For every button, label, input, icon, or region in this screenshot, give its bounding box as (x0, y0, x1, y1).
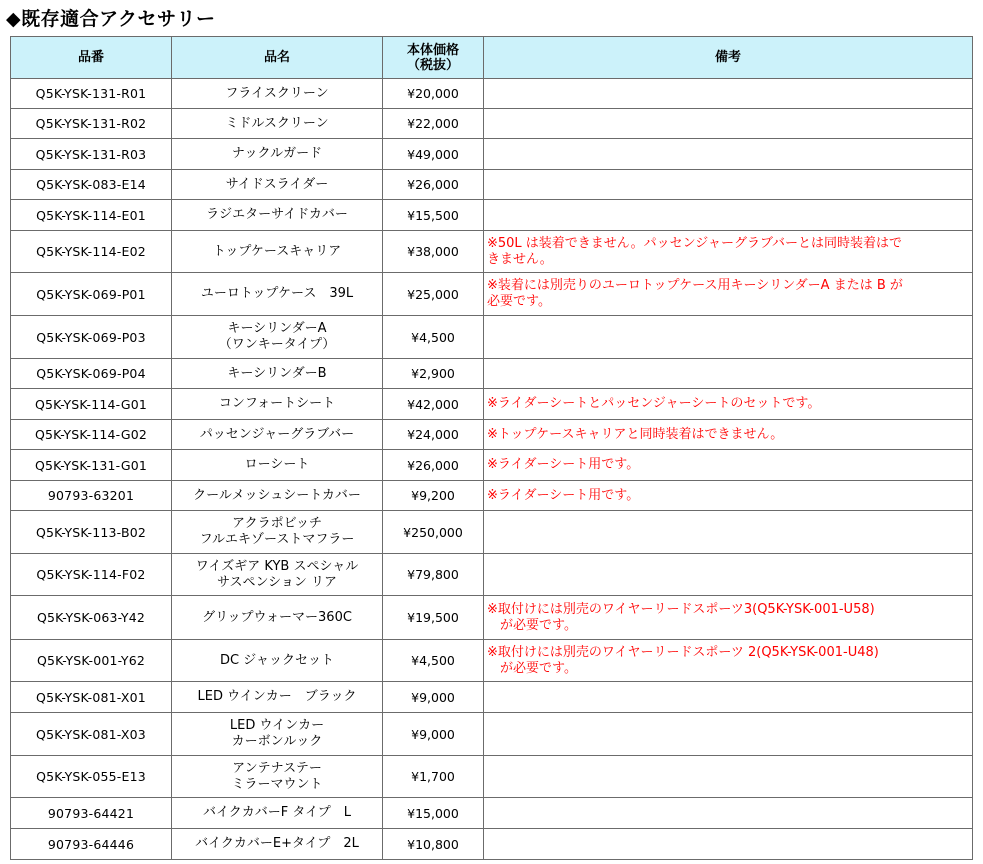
price-cell: ¥42,000 (383, 389, 484, 420)
price-cell: ¥15,000 (383, 798, 484, 829)
product-code-cell: 90793-64446 (11, 829, 172, 860)
product-code-cell: Q5K-YSK-114-G02 (11, 420, 172, 450)
price-cell: ¥26,000 (383, 450, 484, 481)
price-cell: ¥49,000 (383, 139, 484, 170)
note-cell (484, 829, 973, 860)
price-cell: ¥79,800 (383, 554, 484, 596)
table-row (11, 273, 973, 316)
table-row (11, 389, 973, 420)
page-title: ◆既存適合アクセサリー (6, 8, 216, 30)
product-name-cell: ラジエターサイドカバー (172, 200, 383, 231)
note-cell: ※50L は装着できません。パッセンジャーグラブバーとは同時装着はで きません。 (484, 231, 973, 273)
table-row (11, 798, 973, 829)
product-name-cell: グリップウォーマー360C (172, 596, 383, 640)
table-row (11, 481, 973, 511)
product-code-cell: Q5K-YSK-055-E13 (11, 756, 172, 798)
product-code-cell: Q5K-YSK-114-E02 (11, 231, 172, 273)
product-code-cell: Q5K-YSK-131-R02 (11, 109, 172, 139)
table-row (11, 200, 973, 231)
product-name-cell: クールメッシュシートカバー (172, 481, 383, 511)
product-name-cell: バイクカバーE+タイプ 2L (172, 829, 383, 860)
product-code-cell: 90793-64421 (11, 798, 172, 829)
product-name-cell: トップケースキャリア (172, 231, 383, 273)
price-cell: ¥10,800 (383, 829, 484, 860)
price-cell: ¥4,500 (383, 316, 484, 359)
product-code-cell: Q5K-YSK-069-P04 (11, 359, 172, 389)
product-name-cell: LED ウインカー カーボンルック (172, 713, 383, 756)
table-row (11, 640, 973, 682)
product-code-cell: 90793-63201 (11, 481, 172, 511)
price-cell: ¥22,000 (383, 109, 484, 139)
table-row (11, 316, 973, 359)
price-cell: ¥9,200 (383, 481, 484, 511)
note-cell: ※取付けには別売のワイヤーリードスポーツ 2(Q5K-YSK-001-U48) が必要です。 (484, 640, 973, 682)
product-code-cell: Q5K-YSK-131-R03 (11, 139, 172, 170)
product-name-cell: LED ウインカー ブラック (172, 682, 383, 713)
product-name-cell: バイクカバーF タイプ L (172, 798, 383, 829)
table-row (11, 359, 973, 389)
price-cell: ¥9,000 (383, 713, 484, 756)
note-cell (484, 756, 973, 798)
table-row (11, 756, 973, 798)
table-row (11, 231, 973, 273)
product-code-cell: Q5K-YSK-114-F02 (11, 554, 172, 596)
note-cell (484, 359, 973, 389)
note-cell (484, 79, 973, 109)
product-name-cell: アクラポビッチ フルエキゾーストマフラー (172, 511, 383, 554)
product-name-cell: ナックルガード (172, 139, 383, 170)
table-row (11, 511, 973, 554)
table-row (11, 139, 973, 170)
product-name-cell: ローシート (172, 450, 383, 481)
price-cell: ¥9,000 (383, 682, 484, 713)
product-name-cell: ワイズギア KYB スペシャル サスペンション リア (172, 554, 383, 596)
note-cell: ※ライダーシート用です。 (484, 481, 973, 511)
note-cell (484, 316, 973, 359)
table-row (11, 596, 973, 640)
note-cell: ※装着には別売りのユーロトップケース用キーシリンダーA または B が 必要です。 (484, 273, 973, 316)
product-code-cell: Q5K-YSK-131-R01 (11, 79, 172, 109)
note-cell (484, 713, 973, 756)
product-code-cell: Q5K-YSK-069-P03 (11, 316, 172, 359)
product-name-cell: ミドルスクリーン (172, 109, 383, 139)
note-cell (484, 170, 973, 200)
price-cell: ¥20,000 (383, 79, 484, 109)
note-cell (484, 554, 973, 596)
header-price: 本体価格 （税抜） (383, 37, 484, 79)
product-code-cell: Q5K-YSK-001-Y62 (11, 640, 172, 682)
product-name-cell: DC ジャックセット (172, 640, 383, 682)
product-code-cell: Q5K-YSK-083-E14 (11, 170, 172, 200)
note-cell (484, 798, 973, 829)
note-cell (484, 200, 973, 231)
note-cell: ※ライダーシート用です。 (484, 450, 973, 481)
note-cell: ※トップケースキャリアと同時装着はできません。 (484, 420, 973, 450)
product-code-cell: Q5K-YSK-081-X01 (11, 682, 172, 713)
table-row (11, 554, 973, 596)
product-code-cell: Q5K-YSK-114-E01 (11, 200, 172, 231)
table-row (11, 829, 973, 860)
product-code-cell: Q5K-YSK-063-Y42 (11, 596, 172, 640)
price-cell: ¥4,500 (383, 640, 484, 682)
table-row (11, 450, 973, 481)
header-note: 備考 (484, 37, 973, 79)
note-cell (484, 139, 973, 170)
price-cell: ¥19,500 (383, 596, 484, 640)
product-name-cell: アンテナステー ミラーマウント (172, 756, 383, 798)
table-row (11, 109, 973, 139)
product-name-cell: キーシリンダーA （ワンキータイプ） (172, 316, 383, 359)
table-row (11, 682, 973, 713)
product-code-cell: Q5K-YSK-114-G01 (11, 389, 172, 420)
note-cell (484, 511, 973, 554)
price-cell: ¥38,000 (383, 231, 484, 273)
price-cell: ¥2,900 (383, 359, 484, 389)
header-name: 品名 (172, 37, 383, 79)
price-cell: ¥24,000 (383, 420, 484, 450)
price-cell: ¥250,000 (383, 511, 484, 554)
price-cell: ¥1,700 (383, 756, 484, 798)
header-code: 品番 (11, 37, 172, 79)
product-name-cell: コンフォートシート (172, 389, 383, 420)
product-name-cell: フライスクリーン (172, 79, 383, 109)
note-cell (484, 682, 973, 713)
product-name-cell: パッセンジャーグラブバー (172, 420, 383, 450)
table-body (11, 79, 973, 860)
table-row (11, 420, 973, 450)
accessory-table (10, 36, 973, 860)
table-row (11, 713, 973, 756)
product-name-cell: キーシリンダーB (172, 359, 383, 389)
product-code-cell: Q5K-YSK-069-P01 (11, 273, 172, 316)
price-cell: ¥26,000 (383, 170, 484, 200)
product-name-cell: サイドスライダー (172, 170, 383, 200)
product-code-cell: Q5K-YSK-081-X03 (11, 713, 172, 756)
note-cell (484, 109, 973, 139)
product-code-cell: Q5K-YSK-131-G01 (11, 450, 172, 481)
note-cell: ※ライダーシートとパッセンジャーシートのセットです。 (484, 389, 973, 420)
table-row (11, 170, 973, 200)
note-cell: ※取付けには別売のワイヤーリードスポーツ3(Q5K-YSK-001-U58) が必要です。 (484, 596, 973, 640)
product-name-cell: ユーロトップケース 39L (172, 273, 383, 316)
price-cell: ¥15,500 (383, 200, 484, 231)
table-header-row (11, 37, 973, 79)
product-code-cell: Q5K-YSK-113-B02 (11, 511, 172, 554)
price-cell: ¥25,000 (383, 273, 484, 316)
table-row (11, 79, 973, 109)
